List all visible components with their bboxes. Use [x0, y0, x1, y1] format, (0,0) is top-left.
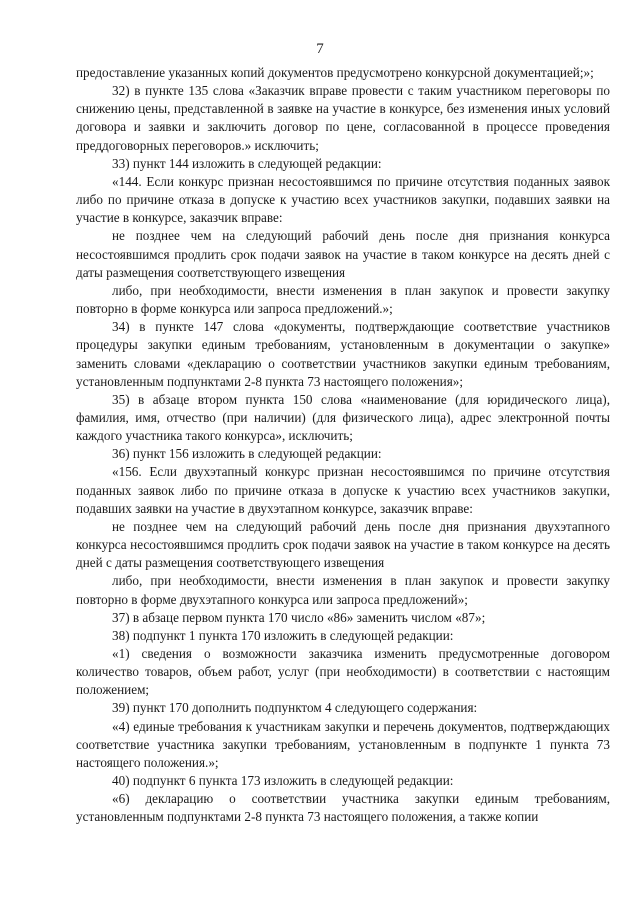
paragraph-quote-144-option-2: либо, при необходимости, внести изменения в план закупок и провести закупку повторно в форме конкурса или запроса предложений.»;	[76, 282, 610, 317]
paragraph-item-34: 34) в пункте 147 слова «документы, подтверждающие соответствие участников процедуры закупки единым требованиям, установленным в документации о закупке» заменить словами «декларацию о соответствии участников закупки единым требованиям, установленным подпунктами 2-8 пункта 73 настоящего положения»;	[76, 319, 610, 389]
paragraph-quote-subitem-1: «1) сведения о возможности заказчика изменить предусмотренные договором количество товаров, объем работ, услуг (при необходимости) в соответствии с настоящим положением;	[76, 646, 610, 698]
paragraph-continuation: предоставление указанных копий документов предусмотрено конкурсной документацией;»;	[76, 65, 594, 80]
page-number: 7	[316, 41, 324, 57]
paragraph-quote-144-option-1: не позднее чем на следующий рабочий день после дня признания конкурса несостоявшимся продлить срок подачи заявок на участие в таком конкурсе на десять дней с даты размещения соответствующего извещения	[76, 228, 610, 280]
paragraph-quote-156-option-2: либо, при необходимости, внести изменения в план закупок и провести закупку повторно в форме двухэтапного конкурса или запроса предложений»;	[76, 573, 610, 607]
paragraph-quote-156-option-1: не позднее чем на следующий рабочий день после дня признания двухэтапного конкурса несостоявшимся продлить срок подачи заявок на участие в таком конкурсе на десять дней с даты размещения соответствующего извещения	[76, 518, 610, 571]
paragraph-item-40: 40) подпункт 6 пункта 173 изложить в следующей редакции:	[112, 773, 454, 789]
paragraph-item-35: 35) в абзаце втором пункта 150 слова «наименование (для юридического лица), фамилия, имя, отчество (при наличии) (для физического лица), адрес электронной почты каждого участника такого конкурса», исключить;	[76, 391, 610, 444]
paragraph-quote-144: «144. Если конкурс признан несостоявшимся по причине отсутствия поданных заявок либо по причине отказа в допуске к участию всех участников закупки, подавших заявки на участие в конкурсе, заказчик вправе:	[76, 173, 610, 226]
paragraph-item-39: 39) пункт 170 дополнить подпунктом 4 следующего содержания:	[112, 700, 478, 716]
paragraph-item-37: 37) в абзаце первом пункта 170 число «86» заменить числом «87»;	[112, 609, 486, 625]
paragraph-item-32: 32) в пункте 135 слова «Заказчик вправе провести с таким участником переговоры по снижению цены, представленной в заявке на участие в конкурсе, без изменения иных условий договора и заявки и заключить договор по цене, согласованной в процессе проведения преддоговорных переговоров.» исключить;	[76, 83, 610, 153]
paragraph-item-33: 33) пункт 144 изложить в следующей редакции:	[112, 155, 382, 171]
paragraph-item-36: 36) пункт 156 изложить в следующей редакции:	[112, 446, 382, 462]
paragraph-quote-subitem-4: «4) единые требования к участникам закупки и перечень документов, подтверждающих соответствие участника закупки требованиям, установленным в подпункте 1 пункта 73 настоящего положения.»;	[76, 718, 610, 770]
paragraph-item-38: 38) подпункт 1 пункта 170 изложить в следующей редакции:	[112, 627, 454, 643]
document-body	[76, 64, 610, 827]
paragraph-quote-156: «156. Если двухэтапный конкурс признан несостоявшимся по причине отсутствия поданных заявок либо по причине отказа в допуске к участию всех участников закупки, подавших заявки на участие в двухэтапном конкурсе, заказчик вправе:	[76, 464, 610, 516]
paragraph-quote-subitem-6: «6) декларацию о соответствии участника закупки единым требованиям, установленным подпунктами 2-8 пункта 73 настоящего положения, а также копии	[76, 791, 610, 825]
